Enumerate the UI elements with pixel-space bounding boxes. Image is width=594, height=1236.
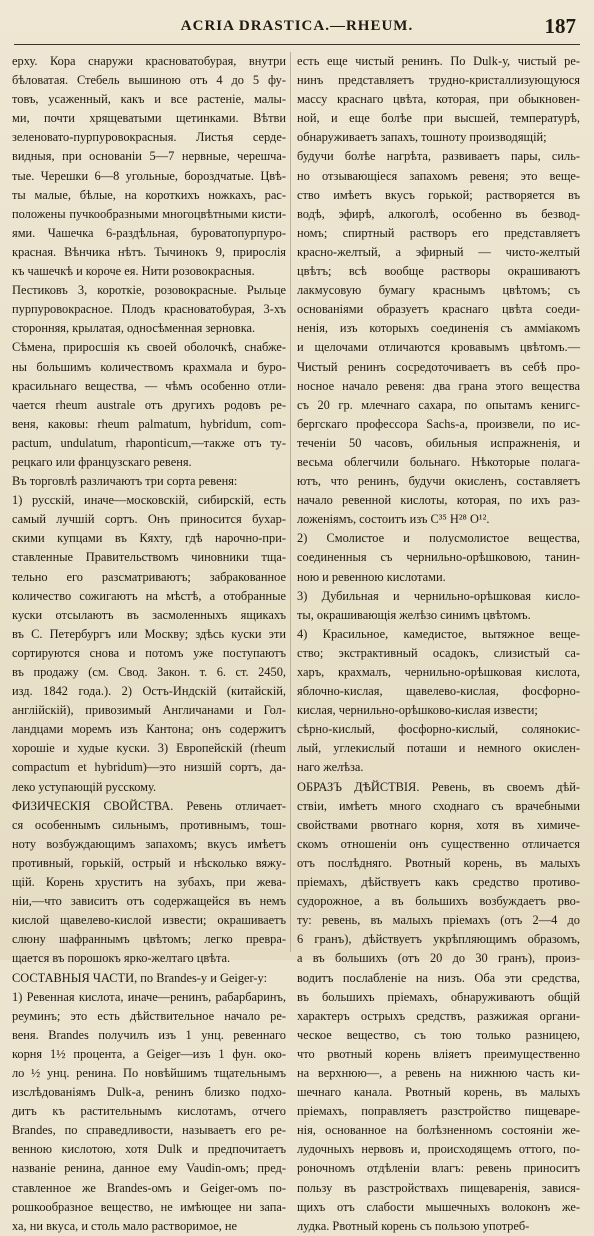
text-line: красно-желтый, а эфирный — чисто-желтый — [297, 244, 580, 259]
text-line: ями. Чашечка 6-раздѣльная, буроватопурпуро- — [12, 225, 286, 240]
text-line: харъ, крахмалъ, чернильно-орѣшковая кислота, — [297, 665, 580, 679]
text-line: ты малые, бѣлые, на короткихъ ножкахъ, рас- — [12, 187, 286, 202]
text-line: что рвотный корень вліяетъ преимущественно — [297, 1046, 580, 1061]
text-line: съ 20 гр. млечнаго сахара, по опытамъ кенигс- — [297, 397, 580, 412]
text-line: дитъ къ растительнымъ кислотамъ, отчего — [12, 1104, 286, 1119]
text-line: ОБРАЗЪ ДѢЙСТВІЯ. Ревень, въ своемъ дѣй- — [297, 779, 580, 794]
text-line: кислой щавелево-кислой извести; окрашиваетъ — [12, 913, 286, 928]
text-line: щій. Корень хруститъ на зубахъ, при жева- — [12, 875, 286, 890]
text-line: 6 гранъ), дѣйствуетъ укрѣпляющимъ образомъ, — [297, 932, 580, 947]
text-line: товъ, усаженный, какъ и все растеніе, малы- — [12, 92, 286, 107]
text-line: номъ; спиртный растворъ его представляетъ — [297, 225, 580, 240]
text-line: наго желѣза. — [297, 760, 364, 775]
text-line: веня. Brandes получилъ изъ 1 унц. ревеннаго — [12, 1027, 286, 1042]
text-line: пріемахъ, поправляетъ разстройство пищеваре- — [297, 1104, 580, 1119]
text-line: 3) Дубильная и чернильно-орѣшковая кисло- — [297, 588, 580, 603]
text-line: въ С. Петербургъ или Москву; здѣсь куски эти — [12, 626, 286, 641]
text-line: щихъ отъ слабости мышечныхъ волоконъ же- — [297, 1199, 580, 1214]
text-line: лакмусовую бумагу краснымъ цвѣтомъ; съ — [297, 283, 580, 298]
text-line: видныя, при основаніи 5—7 нервные, черешча- — [12, 149, 286, 164]
text-line: пріемахъ, дѣйствуетъ какъ средство противо- — [297, 875, 580, 890]
text-line: количество сожигаютъ на мѣстѣ, а отобранные — [12, 588, 286, 603]
text-line: 4) Красильное, камедистое, вытяжное веще- — [297, 626, 580, 641]
text-line: основаніями образуетъ краснаго цвѣта соеди- — [297, 302, 580, 317]
text-line: ство имѣетъ вкусъ горькой; растворяется въ — [297, 187, 580, 202]
text-line: скомъ отношеніи онъ существенно отличается — [297, 836, 580, 851]
text-line: обнаруживаетъ запахъ, тошноту производящій; — [297, 130, 547, 145]
text-line: щается въ порошокъ ярко-желтаго цвѣта. — [12, 951, 231, 966]
text-line: ствіи, имѣетъ много сходнаго съ врачебными — [297, 798, 580, 813]
text-line: а въ большихъ (отъ 20 до 30 гранъ), произ- — [297, 951, 580, 966]
text-line: ха, ни вкуса, и столь мало растворимое, не — [12, 1218, 238, 1233]
text-line: нинъ представляетъ трудно-кристаллизующуюся — [297, 73, 580, 88]
text-line: къ чашечкѣ и короче ея. Нити розовокрасныя. — [12, 264, 255, 279]
running-title: ACRIA DRASTICA.—RHEUM. — [180, 18, 414, 34]
text-line: начало ревенной кислоты, которая, по ихъ раз- — [297, 493, 580, 508]
column-divider — [290, 52, 291, 952]
text-line: ми, почти хрящеватыми щетинками. Вѣтви — [12, 111, 286, 126]
text-line: реуминъ; это есть дѣйствительное начало ре- — [12, 1008, 286, 1023]
text-line: красная. Вѣнчика нѣтъ. Тычинокъ 9, прирослія — [12, 244, 286, 259]
text-line: шечнаго канала. Рвотный корень, въ малыхъ — [297, 1085, 580, 1100]
text-line: рецкаго или французскаго ревеня. — [12, 454, 192, 469]
text-line: ніи,—что зависитъ отъ содержащейся въ немъ — [12, 894, 286, 909]
text-line: Brandes, по справедливости, называетъ его ре- — [12, 1123, 286, 1138]
text-line: 2) Смолистое и полусмолистое вещества, — [297, 531, 580, 546]
text-line: Пестиковъ 3, короткіе, розовокрасные. Рыльце — [12, 283, 286, 298]
text-line: есть еще чистый ренинъ. По Dulk-у, чистый ре- — [297, 54, 580, 68]
text-line: корня 1½ процента, а Geiger—изъ 1 фун. око- — [12, 1046, 286, 1061]
text-line: изд. 1842 года.). 2) Остъ-Индскій (китайскій, — [12, 684, 286, 699]
text-line: сѣрно-кислый, фосфорно-кислый, солянокис- — [297, 722, 580, 737]
text-line: ною и ревенною кислотами. — [297, 569, 446, 584]
text-line: массу краснаго цвѣта, которая, при обыкновен- — [297, 92, 580, 107]
text-line: водѣ, эфирѣ, алкоголѣ, особенно въ безвод- — [297, 206, 580, 221]
text-line: ютъ, что ренинъ, будучи окисленъ, составляетъ — [297, 474, 580, 489]
text-line: красильнаго вещества, — чѣмъ особенно отли- — [12, 378, 286, 393]
text-line: ной, и еще болѣе при высшей, температурѣ, — [297, 111, 580, 126]
text-line: ты, окрашивающія желѣзо синимъ цвѣтомъ. — [297, 607, 531, 622]
text-line: въ продажу (см. Свод. Закон. т. 6. ст. 2450, — [12, 665, 286, 679]
text-line: СОСТАВНЫЯ ЧАСТИ, по Brandes-у и Geiger-у: — [12, 970, 268, 985]
text-line: венною кислотою, хотя Dulk и предпочитаетъ — [12, 1142, 286, 1157]
text-line: лудка. Рвотный корень съ пользою употреб- — [297, 1218, 530, 1233]
text-line: положены пучкообразными многоцвѣтными кисти- — [12, 206, 286, 221]
right-text-column — [297, 52, 580, 1233]
text-line: будучи болѣе нагрѣта, развиваетъ пары, силь- — [297, 149, 580, 164]
text-line: кислая, чернильно-орѣшково-кислая извести; — [297, 703, 538, 718]
text-line: теченіи 50 часовъ, обильныя испражненія, и — [297, 435, 580, 450]
text-line: скими купцами въ Кяхту, гдѣ нарочно-при- — [12, 531, 286, 546]
text-line: веня, каковы: rheum palmatum, hybridum, com- — [12, 416, 286, 431]
text-line: зеленовато-пурпуровокрасныя. Листья серде- — [12, 130, 286, 145]
text-line: ерху. Кора снаружи красноватобурая, внутри — [12, 54, 286, 68]
text-line: ло ½ унц. ренина. По новѣйшимъ тщательнымъ — [12, 1065, 286, 1080]
left-text-column — [12, 52, 286, 1233]
text-line: нія, основанное на болѣзненномъ состояніи же- — [297, 1123, 580, 1138]
text-line: самый лучшій сортъ. Онъ приносится бухар- — [12, 512, 286, 527]
text-line: отъ послѣдняго. Рвотный корень, въ малыхъ — [297, 855, 580, 870]
text-line: бергскаго профессора Sachs-a, произвели, по ис- — [297, 416, 580, 431]
text-line: въ большихъ пріемахъ, обнаруживаютъ общій — [297, 989, 580, 1004]
text-line: лудочныхъ нервовъ и, происходящемъ оттого, по- — [297, 1142, 580, 1157]
text-line: пурпуровокрасное. Плодъ красноватобурая, 3-хъ — [12, 302, 286, 317]
text-line: пользу въ разстройствахъ пищеваренія, завися- — [297, 1180, 580, 1195]
running-header — [14, 12, 580, 45]
text-line: ФИЗИЧЕСКІЯ СВОЙСТВА. Ревень отличает- — [12, 798, 286, 813]
text-line: и щелочами отличаются кровавымъ цвѣтомъ.— — [297, 340, 580, 355]
text-line: носное начало ревеня: два грана этого вещества — [297, 378, 580, 393]
text-line: pactum, undulatum, rhaponticum,—также отъ ту- — [12, 435, 286, 450]
text-line: судорожное, а въ большихъ возбуждаетъ рво- — [297, 894, 580, 909]
text-line: ложеніямъ, состоитъ изъ C³⁵ H²⁸ O¹². — [297, 512, 490, 527]
text-line: характеръ острыхъ средствъ, разжижая органи- — [297, 1008, 580, 1023]
text-line: на верхнюю—, а ревень на нижнюю часть ки- — [297, 1065, 580, 1080]
text-line: тельно его разсматриваютъ; забракованное — [12, 569, 286, 584]
text-line: рошкообразное вещество, не имѣющее ни запа- — [12, 1199, 286, 1214]
text-line: тые. Черешки 6—8 угольные, бороздчатые. Цвѣ- — [12, 168, 286, 183]
text-line: леко уступающій русскому. — [12, 779, 157, 794]
text-line: сортируются снова и потомъ уже поступаютъ — [12, 645, 286, 660]
page-number: 187 — [544, 14, 576, 38]
text-line: слюну шафраннымъ цвѣтомъ; легко превра- — [12, 932, 286, 947]
text-line: ставленное же Brandes-омъ и Geiger-омъ по- — [12, 1180, 286, 1195]
text-line: весьма облегчили больнаго. Нѣкоторые полага- — [297, 454, 580, 469]
text-line: ненія, изъ которыхъ соединенія съ амміакомъ — [297, 321, 580, 336]
text-line: противный, горькій, острый и нѣсколько вяжу- — [12, 855, 286, 870]
text-line: но отзывающіеся запахомъ ревеня; это веще- — [297, 168, 580, 183]
text-line: Чистый ренинъ сосредоточиваетъ въ себѣ про- — [297, 359, 580, 374]
text-line: бѣловатая. Стебель вышиною отъ 4 до 5 фу- — [12, 73, 286, 88]
text-line: роночномъ отдѣленіи влагъ: ревень приноситъ — [297, 1161, 580, 1176]
text-line: изслѣдованіямъ Dulk-a, ренинъ близко подхо- — [12, 1085, 286, 1100]
text-line: ны большимъ количествомъ крахмала и буро- — [12, 359, 286, 374]
text-line: яблочно-кислая, щавелево-кислая, фосфорно- — [297, 684, 580, 699]
text-line: чается rheum australe отъ другихъ родовъ ре- — [12, 397, 286, 412]
text-line: ноту возбуждающимъ запахомъ; вкусъ имѣетъ — [12, 836, 286, 851]
text-line: лый, углекислый поташи и немного окислен- — [297, 741, 580, 756]
text-line: ческое вещество, съ тою только разницею, — [297, 1027, 580, 1042]
text-line: куски отсылаютъ въ засмоленныхъ ящикахъ — [12, 607, 286, 622]
text-line: соединенныя съ чернильно-орѣшковою, танин- — [297, 550, 580, 565]
text-line: ство; экстрактивный осадокъ, слизистый са- — [297, 645, 580, 660]
text-line: названіе ренина, данное ему Vaudin-омъ; пред- — [12, 1161, 286, 1176]
text-line: цвѣтъ; всѣ вообще растворы окрашиваютъ — [297, 264, 580, 279]
text-line: ставленные Правительствомъ чиновники тща- — [12, 550, 286, 565]
text-line: 1) русскій, иначе—московскій, сибирскій, есть — [12, 493, 286, 508]
text-line: сторонняя, крылатая, односѣменная зерновка. — [12, 321, 256, 336]
text-line: водитъ послабленіе на низъ. Оба эти средства, — [297, 970, 580, 985]
text-line: свойствами рвотнаго корня, хотя въ химиче- — [297, 817, 580, 832]
text-line: хорошіе и худые куски. 3) Европейскій (rheum — [12, 741, 286, 756]
text-line: англійскій), привозимый Англичанами и Гол- — [12, 703, 286, 718]
text-line: Въ торговлѣ различаютъ три сорта ревеня: — [12, 474, 238, 489]
text-line: compactum et hybridum)—это низшій сортъ, да- — [12, 760, 286, 775]
text-line: ландцами моремъ изъ Кантона; онъ содержитъ — [12, 722, 286, 737]
text-line: ту: ревень, въ малыхъ пріемахъ (отъ 2—4 до — [297, 913, 580, 928]
text-line: ся особеннымъ сильнымъ, противнымъ, тош- — [12, 817, 286, 832]
text-line: 1) Ревенная кислота, иначе—ренинъ, рабарбаринъ, — [12, 989, 286, 1004]
text-line: Сѣмена, приросшія къ своей оболочкѣ, снабже- — [12, 340, 286, 355]
